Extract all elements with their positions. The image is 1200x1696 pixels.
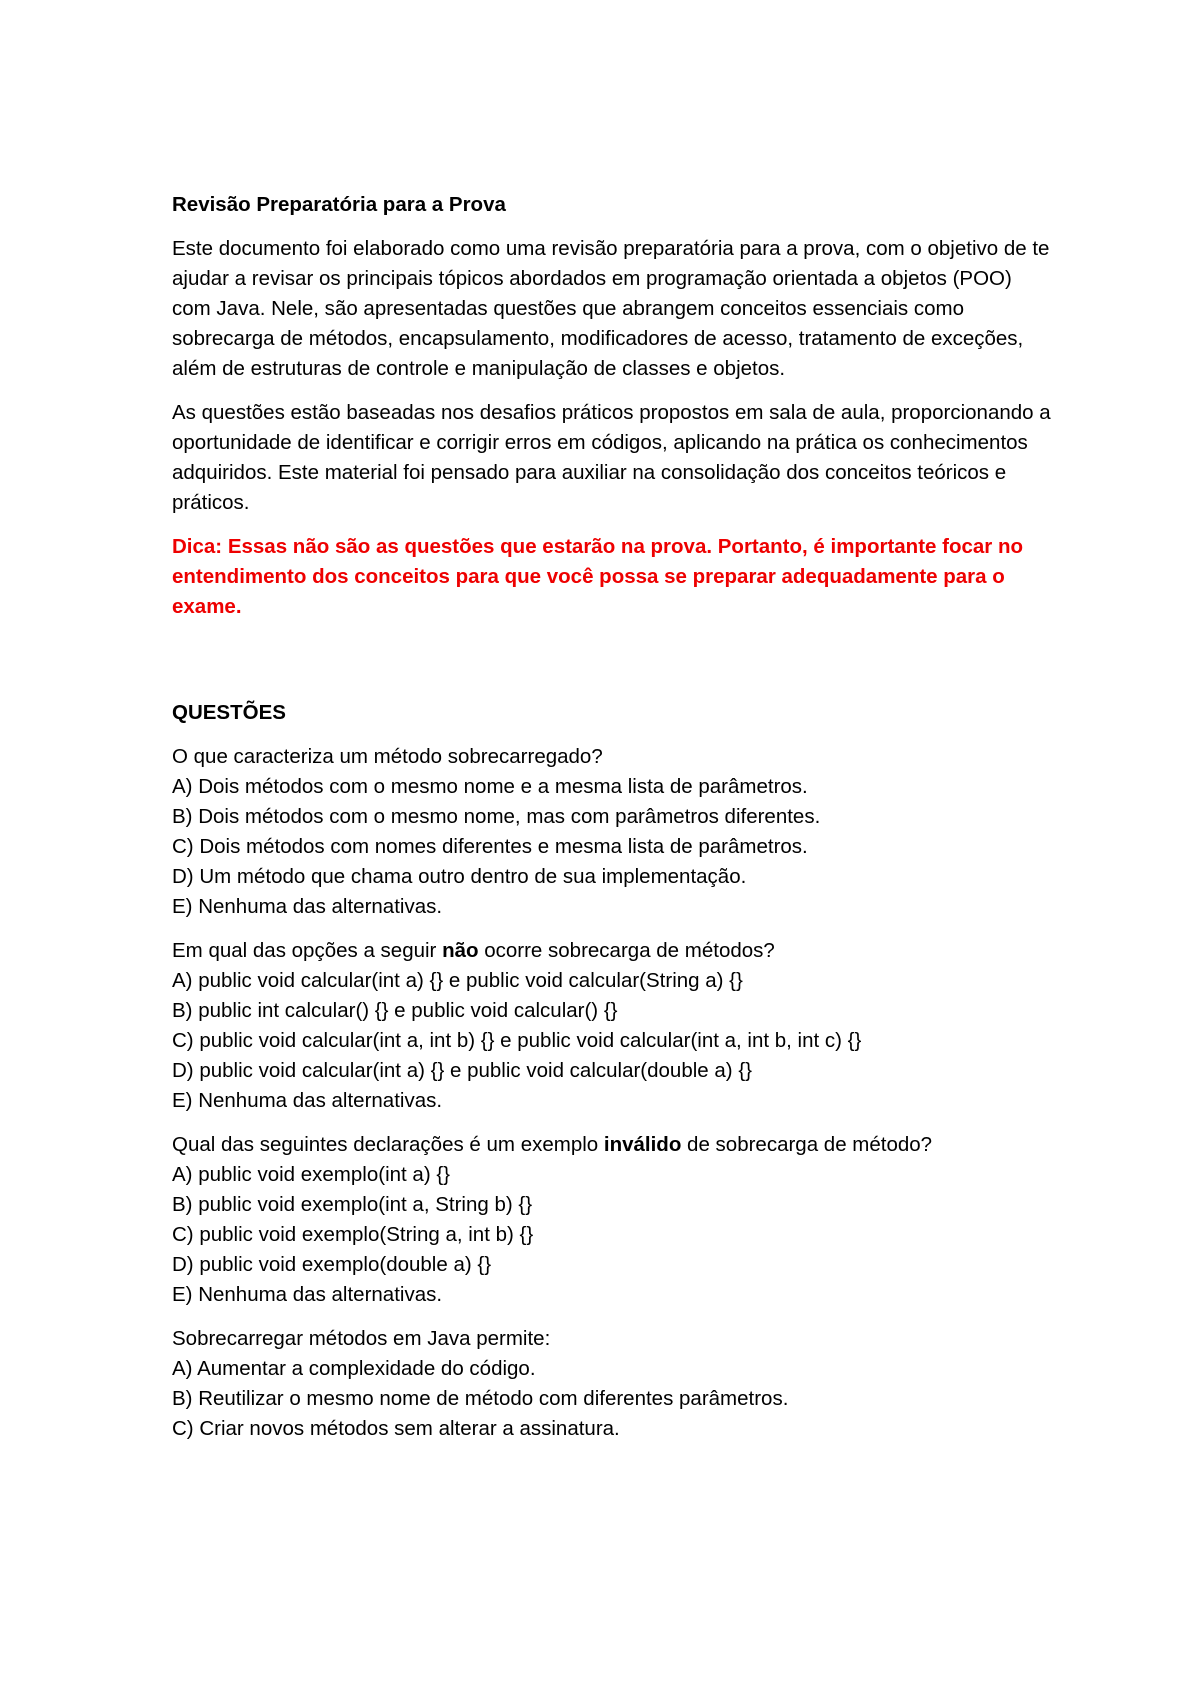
question-1-option-e: E) Nenhuma das alternativas.	[172, 895, 443, 918]
document-title: Revisão Preparatória para a Prova	[172, 193, 506, 216]
question-1-option-b: B) Dois métodos com o mesmo nome, mas com parâmetros diferentes.	[172, 805, 821, 828]
question-3-prefix: Qual das seguintes declarações é um exemplo	[172, 1133, 604, 1156]
question-3-option-e: E) Nenhuma das alternativas.	[172, 1283, 443, 1306]
question-2-prefix: Em qual das opções a seguir	[172, 939, 443, 962]
question-3-option-c: C) public void exemplo(String a, int b) {}	[172, 1223, 534, 1246]
question-1-option-c: C) Dois métodos com nomes diferentes e mesma lista de parâmetros.	[172, 835, 808, 858]
question-1	[172, 742, 1052, 922]
tip-note: Dica: Essas não são as questões que estarão na prova. Portanto, é importante focar no entendimento dos conceitos para que você possa se preparar adequadamente para o exame.	[172, 535, 1024, 618]
question-1-prefix: O que caracteriza um método sobrecarregado?	[172, 745, 603, 768]
question-2-suffix: ocorre sobrecarga de métodos?	[478, 939, 775, 962]
document-page	[172, 190, 1052, 1458]
question-2-option-a: A) public void calcular(int a) {} e public void calcular(String a) {}	[172, 969, 743, 992]
question-3-suffix: de sobrecarga de método?	[681, 1133, 933, 1156]
question-3-text	[172, 1130, 1052, 1160]
question-2-option-b: B) public int calcular() {} e public void calcular() {}	[172, 999, 618, 1022]
questions-heading: QUESTÕES	[172, 701, 286, 724]
question-3-option-b: B) public void exemplo(int a, String b) {}	[172, 1193, 533, 1216]
context-paragraph: As questões estão baseadas nos desafios práticos propostos em sala de aula, proporcionando a oportunidade de identificar e corrigir erros em códigos, aplicando na prática os conhecimentos adquiridos. Este material foi pensado para auxiliar na consolidação dos conceitos teóricos e práticos.	[172, 401, 1051, 514]
question-2-option-d: D) public void calcular(int a) {} e public void calcular(double a) {}	[172, 1059, 753, 1082]
question-3-option-a: A) public void exemplo(int a) {}	[172, 1163, 451, 1186]
question-3-option-d: D) public void exemplo(double a) {}	[172, 1253, 492, 1276]
question-4-option-c: C) Criar novos métodos sem alterar a assinatura.	[172, 1417, 620, 1440]
question-1-option-d: D) Um método que chama outro dentro de sua implementação.	[172, 865, 747, 888]
question-1-option-a: A) Dois métodos com o mesmo nome e a mesma lista de parâmetros.	[172, 775, 808, 798]
question-2-emphasis: não	[442, 939, 479, 962]
question-4-option-b: B) Reutilizar o mesmo nome de método com diferentes parâmetros.	[172, 1387, 789, 1410]
question-4	[172, 1324, 1052, 1444]
question-3	[172, 1130, 1052, 1310]
question-2	[172, 936, 1052, 1116]
question-2-option-e: E) Nenhuma das alternativas.	[172, 1089, 443, 1112]
question-4-text	[172, 1324, 1052, 1354]
question-2-option-c: C) public void calcular(int a, int b) {} e public void calcular(int a, int b, int c) {}	[172, 1029, 862, 1052]
question-2-text	[172, 936, 1052, 966]
intro-paragraph: Este documento foi elaborado como uma revisão preparatória para a prova, com o objetivo de te ajudar a revisar os principais tópicos abordados em programação orientada a objetos (POO) com Java. Nele, são apresentadas questões que abrangem conceitos essenciais como sobrecarga de métodos, encapsulamento, modificadores de acesso, tratamento de exceções, além de estruturas de controle e manipulação de classes e objetos.	[172, 237, 1050, 380]
question-1-text	[172, 742, 1052, 772]
question-4-prefix: Sobrecarregar métodos em Java permite:	[172, 1327, 551, 1350]
question-3-emphasis: inválido	[603, 1133, 682, 1156]
question-4-option-a: A) Aumentar a complexidade do código.	[172, 1357, 536, 1380]
